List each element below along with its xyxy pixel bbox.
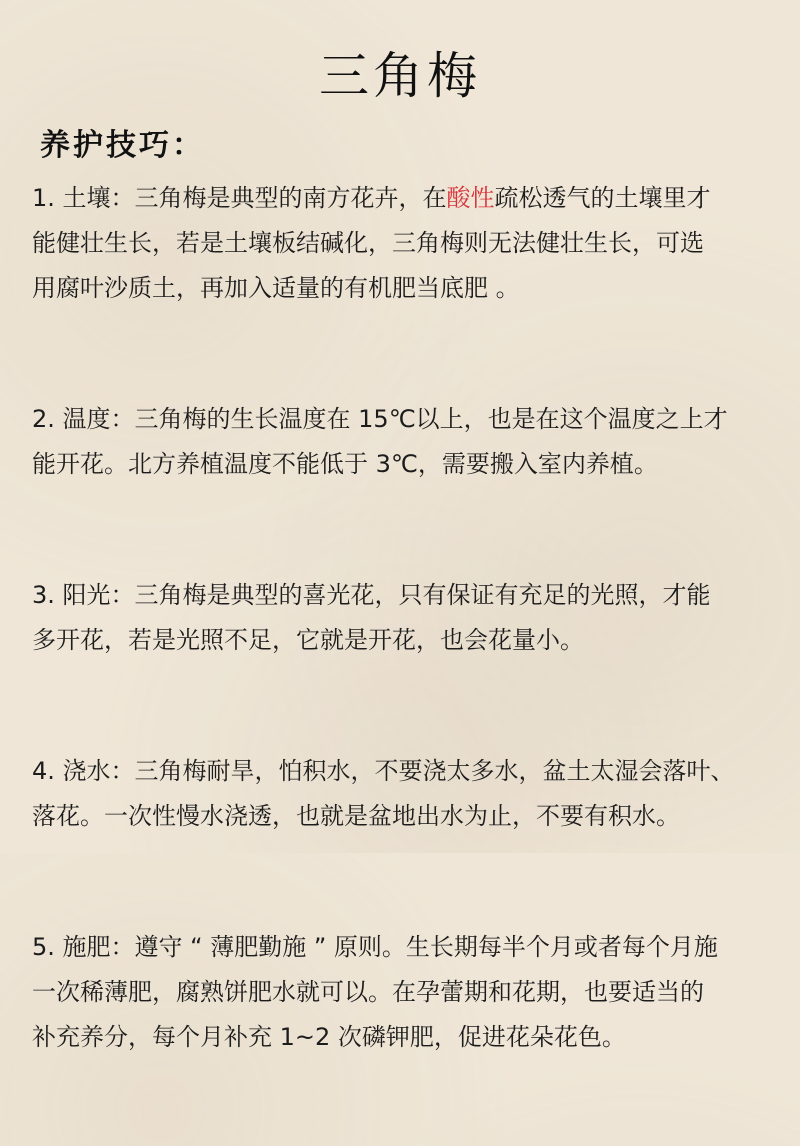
tip-watering xyxy=(32,749,772,839)
tip-line: 一次稀薄肥，腐熟饼肥水就可以。在孕蕾期和花期，也要适当的 xyxy=(32,978,704,1006)
tip-line: 2. 温度：三角梅的生长温度在 15℃以上，也是在这个温度之上才 xyxy=(32,405,728,433)
tip-line: 3. 阳光：三角梅是典型的喜光花，只有保证有充足的光照，才能 xyxy=(32,581,711,609)
tip-line: 多开花，若是光照不足，它就是开花，也会花量小。 xyxy=(32,626,584,654)
tips-list xyxy=(32,176,772,1146)
page-title: 三角梅 xyxy=(319,47,481,105)
tip-fertilizing xyxy=(32,925,772,1060)
section-heading: 养护技巧： xyxy=(40,128,205,163)
tip-line: 能开花。北方养植温度不能低于 3℃，需要搬入室内养植。 xyxy=(32,450,658,478)
tip-line xyxy=(32,176,772,221)
tip-line: 用腐叶沙质土，再加入适量的有机肥当底肥 。 xyxy=(32,274,520,302)
tip-text: 疏松透气的土壤里才 xyxy=(494,184,711,212)
tip-line: 能健壮生长，若是土壤板结碱化，三角梅则无法健壮生长，可选 xyxy=(32,229,704,257)
tip-line: 4. 浇水：三角梅耐旱，怕积水，不要浇太多水，盆土太湿会落叶、 xyxy=(32,757,735,785)
tip-temperature xyxy=(32,397,772,487)
tip-line: 5. 施肥：遵守 “ 薄肥勤施 ” 原则。生长期每半个月或者每个月施 xyxy=(32,933,718,961)
tip-soil xyxy=(32,176,772,311)
highlight-text: 酸性 xyxy=(446,184,495,212)
tip-line: 补充养分，每个月补充 1~2 次磷钾肥，促进花朵花色。 xyxy=(32,1023,626,1051)
tip-line: 落花。一次性慢水浇透，也就是盆地出水为止，不要有积水。 xyxy=(32,802,680,830)
tip-text: 1. 土壤：三角梅是典型的南方花卉，在 xyxy=(32,184,447,212)
tip-sunlight xyxy=(32,573,772,663)
